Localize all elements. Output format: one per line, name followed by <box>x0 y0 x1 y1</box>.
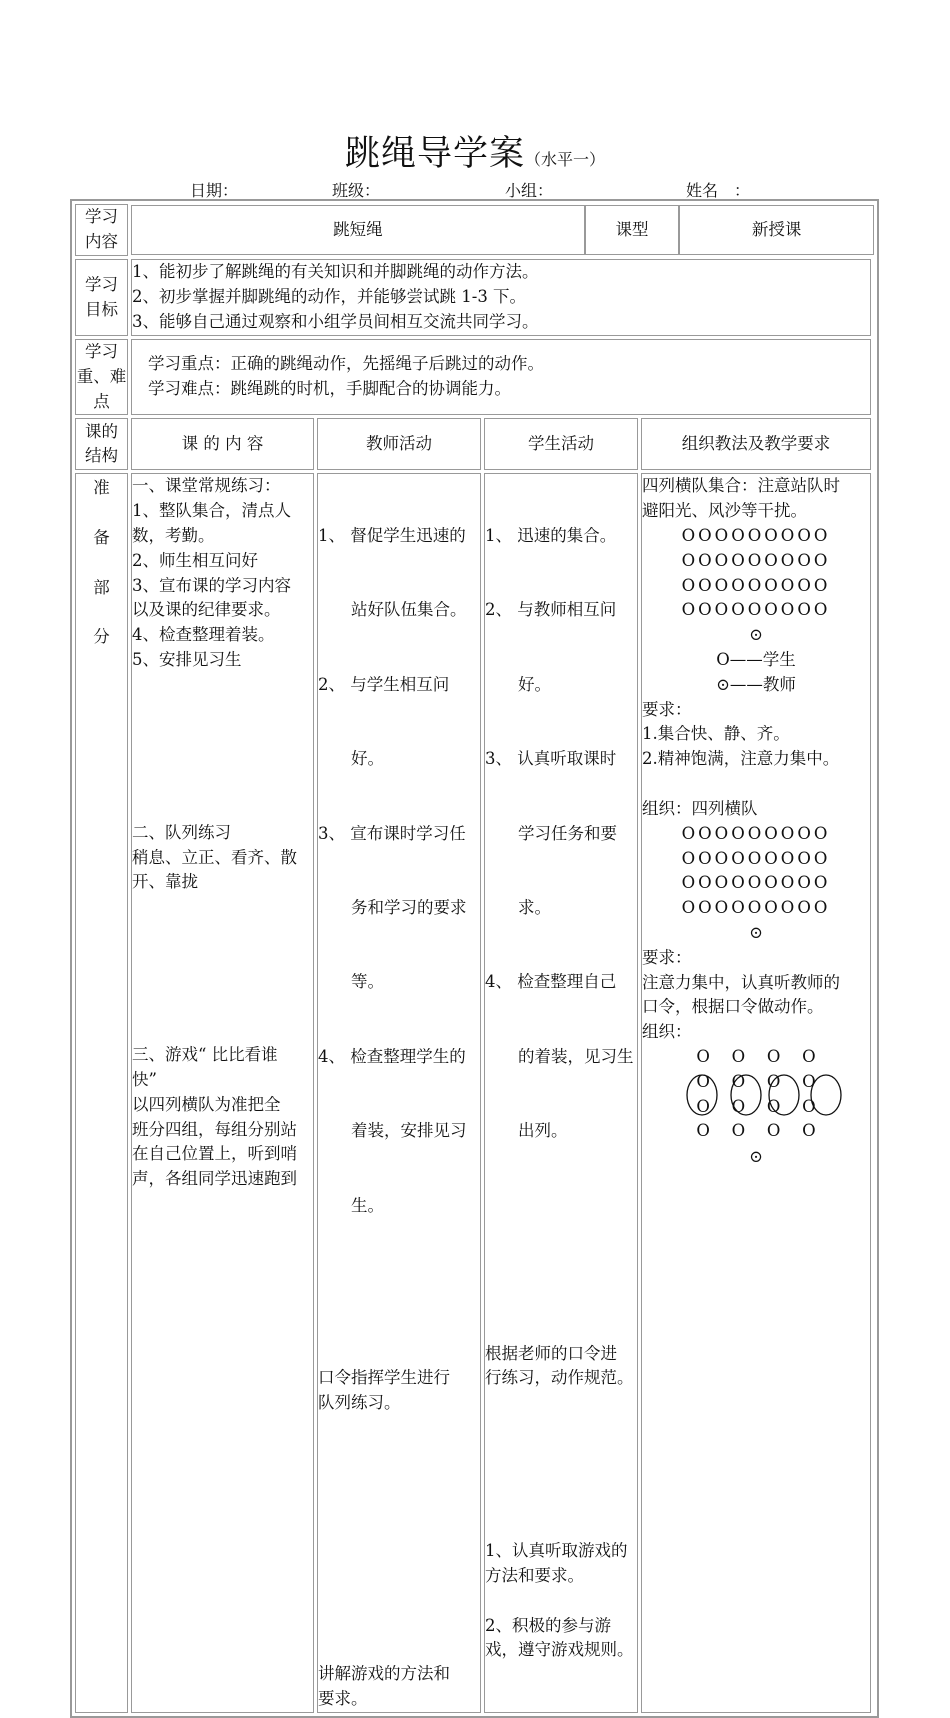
key-point: 学习重点：正确的跳绳动作，先摇绳子后跳过的动作。 <box>148 354 544 374</box>
content-block-2: 二、队列练习 稍息、立正、看齐、散 开、靠拢 <box>132 822 297 892</box>
content-block-3: 三、游戏“ 比比看谁 快” 以四列横队为准把全 班分四组，每组分别站 在自己位置上，听到哨 声，各组同学迅速跑到 <box>132 1045 297 1189</box>
teacher-mark: ⊙ <box>749 625 763 645</box>
requirement-item: 1.集合快、静、齐。 <box>642 724 790 744</box>
title-main: 跳绳导学案 <box>344 134 525 174</box>
goal-item: 2、初步掌握并脚跳绳的动作，并能够尝试跳 1-3 下。 <box>132 286 527 306</box>
class-label: 班级： <box>332 181 381 200</box>
organization-label: 组织： <box>642 1022 692 1042</box>
student-block-3b: 2、积极的参与游 戏，遵守游戏规则。 <box>485 1615 634 1660</box>
organization-column: 四列横队集合：注意站队时 避阳光、风沙等干扰。 OOOOOOOOO OOOOOOOOO OOOOOOOOO OOOOOOOOO ⊙ O——学生 ⊙——教师 要求： 1.集合快、静、齐。 2.精神饱满，注意力集中。 组织：四列横队 OOOOOOOOO OOOOOOOOO OOOOOOOOO OOOOOOOOO ⊙ 要求： 注意力集中，认真听教师的 口令，根据口令做动作。 组织： O O O O O O O O O O O O O O O O ⊙ <box>641 473 871 1713</box>
row-content <box>75 204 874 256</box>
difficult-point: 学习难点：跳绳跳的时机，手脚配合的协调能力。 <box>148 379 511 399</box>
lesson-content-value: 跳短绳 <box>131 205 585 255</box>
header-student: 学生活动 <box>484 418 638 470</box>
requirement-item: 注意力集中，认真听教师的 <box>642 972 840 992</box>
requirement-item: 2.精神饱满，注意力集中。 <box>642 749 840 769</box>
row-label-content: 学习 内容 <box>75 204 128 256</box>
section-preparation: 准 备 部 分 <box>75 473 128 1713</box>
formation-row: OOOOOOOOO <box>681 848 831 868</box>
name-label: 姓名 ： <box>686 181 751 200</box>
requirement-item: 口令，根据口令做动作。 <box>642 997 824 1017</box>
header-organization: 组织教法及教学要求 <box>641 418 871 470</box>
header-structure: 课的 结构 <box>75 418 128 470</box>
game-row: O O O O <box>696 1046 816 1066</box>
row-preparation <box>75 473 874 1713</box>
organization-label: 组织：四列横队 <box>642 798 758 818</box>
formation-row: OOOOOOOOO <box>681 525 831 545</box>
student-block-3a: 1、认真听取游戏的 方法和要求。 <box>485 1541 628 1585</box>
content-block-1: 一、课堂常规练习： 1、整队集合，清点人 数，考勤。 2、师生相互问好 3、宣布课的学习内容 以及课的纪律要求。 4、检查整理着装。 5、安排见习生 <box>132 476 291 669</box>
goal-item: 3、能够自己通过观察和小组学员间相互交流共同学习。 <box>132 311 539 331</box>
game-formation <box>642 1045 870 1145</box>
page-title <box>0 126 950 176</box>
group-label: 小组： <box>505 181 554 200</box>
title-sub: （水平一） <box>525 150 606 169</box>
header-content: 课 的 内 容 <box>131 418 314 470</box>
student-column <box>484 473 638 1713</box>
lesson-type-value: 新授课 <box>679 205 874 255</box>
teacher-block-3: 讲解游戏的方法和 要求。 <box>318 1664 450 1709</box>
header-teacher: 教师活动 <box>317 418 481 470</box>
goals-cell <box>131 259 871 336</box>
lesson-type-label: 课型 <box>585 205 679 255</box>
teacher-mark: ⊙ <box>749 922 763 942</box>
formation-row: OOOOOOOOO <box>681 823 831 843</box>
formation-row: OOOOOOOOO <box>681 873 831 893</box>
student-block-1: 1、 迅速的集合。 2、 与教师相互问 好。 3、 认真听取课时 学习任务和要 求。 4、 检查整理自己 的着装，见习生 出列。 <box>485 525 634 1141</box>
formation-row: OOOOOOOOO <box>681 550 831 570</box>
row-label-goals: 学习 目标 <box>75 259 128 336</box>
formation-row: OOOOOOOOO <box>681 898 831 918</box>
teacher-block-2: 口令指挥学生进行 队列练习。 <box>318 1367 450 1412</box>
teacher-mark: ⊙ <box>749 1146 763 1166</box>
goal-item: 1、能初步了解跳绳的有关知识和并脚跳绳的动作方法。 <box>132 262 539 281</box>
legend-student: O——学生 <box>716 649 796 669</box>
requirements-label: 要求： <box>642 699 692 719</box>
teacher-column <box>317 473 481 1713</box>
formation-row: OOOOOOOOO <box>681 600 831 620</box>
row-label-key-points: 学习 重、难 点 <box>75 339 128 415</box>
key-points-cell <box>131 339 871 415</box>
content-column <box>131 473 314 1713</box>
row-header <box>75 418 874 470</box>
teacher-block-1: 1、 督促学生迅速的 站好队伍集合。 2、 与学生相互问 好。 3、 宣布课时学习任 务和学习的要求 等。 4、 检查整理学生的 着装，安排见习 生。 <box>318 525 467 1215</box>
game-row: O O O O <box>696 1121 816 1141</box>
legend-teacher: ⊙——教师 <box>716 674 796 694</box>
group-circles-icon <box>642 1045 872 1145</box>
formation-row: OOOOOOOOO <box>681 575 831 595</box>
row-goals <box>75 259 874 336</box>
lesson-plan-table <box>70 199 879 1718</box>
student-block-2: 根据老师的口令进 行练习，动作规范。 <box>485 1343 634 1388</box>
requirements-label: 要求： <box>642 947 692 967</box>
row-key-points <box>75 339 874 415</box>
game-row: O O O O <box>696 1071 816 1091</box>
date-label: 日期： <box>190 181 239 200</box>
game-row: O O O O <box>696 1096 816 1116</box>
